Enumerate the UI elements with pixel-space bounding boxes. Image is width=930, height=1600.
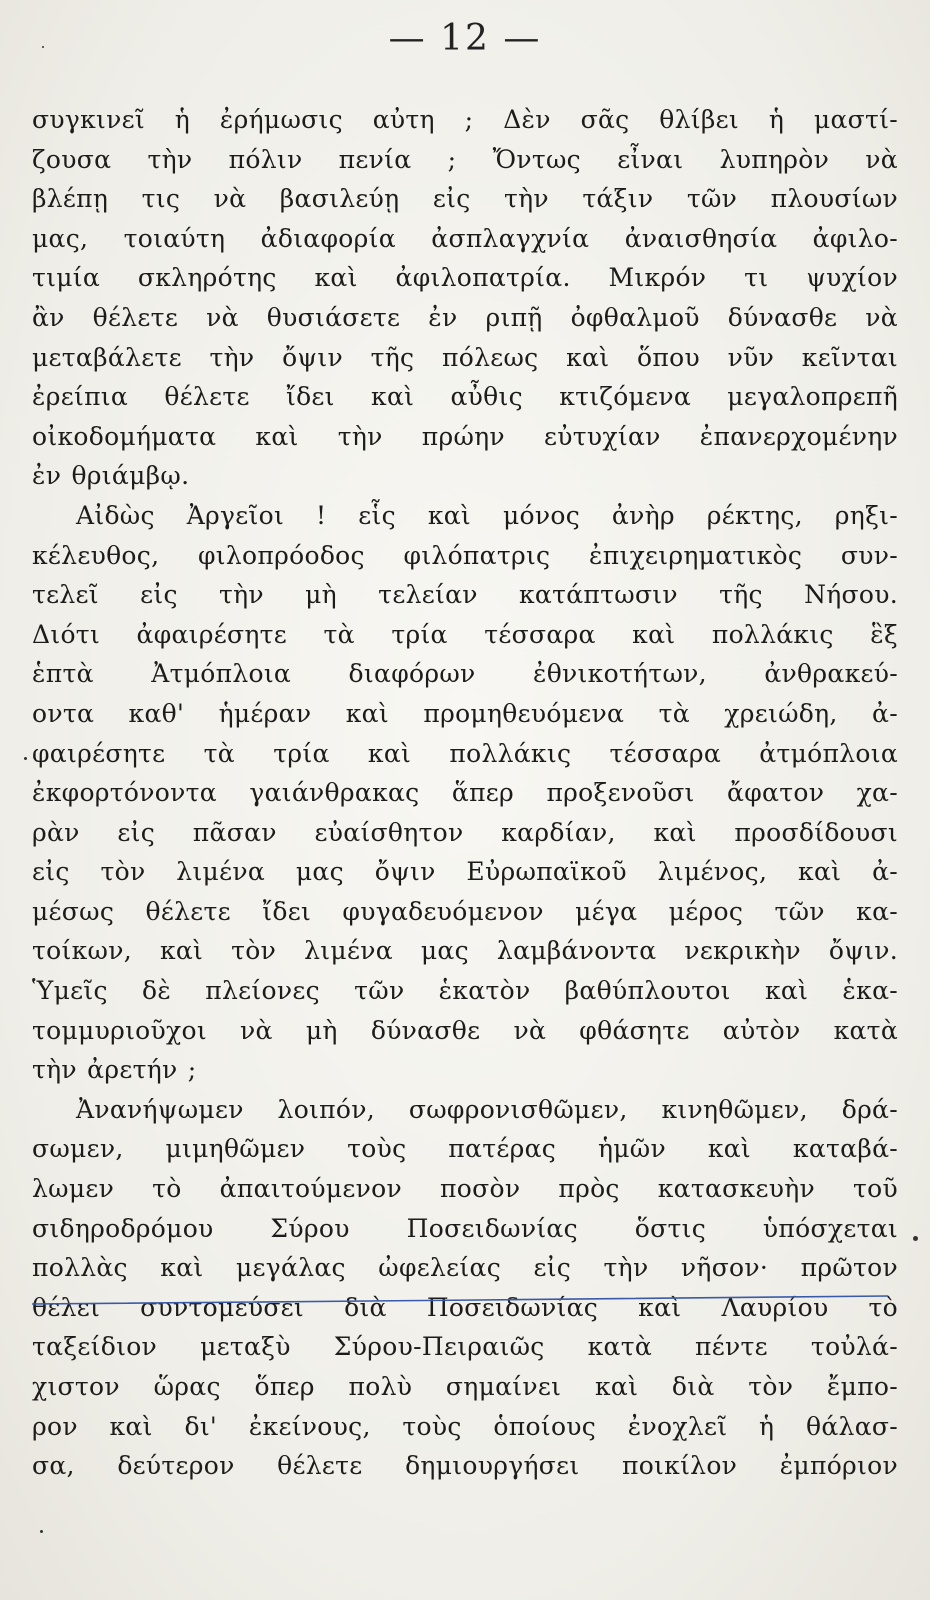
text-line: ρον καὶ δι' ἐκείνους, τοὺς ὁποίους ἐνοχλεῖ ἡ θάλασ- (32, 1411, 898, 1441)
text-line: μας, τοιαύτη ἀδιαφορία ἀσπλαγχνία ἀναισθησία ἀφιλο- (32, 223, 898, 253)
text-line: οντα καθ' ἡμέραν καὶ προμηθευόμενα τὰ χρειώδη, ἀ- (32, 698, 898, 728)
text-line: ἂν θέλετε νὰ θυσιάσετε ἐν ριπῇ ὀφθαλμοῦ δύνασθε νὰ (32, 302, 898, 332)
text-line: Αἰδὼς Ἀργεῖοι ! εἷς καὶ μόνος ἀνὴρ ρέκτης, ρηξι- (76, 500, 898, 530)
text-line: θέλει συντομεύσει διὰ Ποσειδωνίας καὶ Λαυρίου τὸ (32, 1292, 898, 1322)
text-line: οἰκοδομήματα καὶ τὴν πρώην εὐτυχίαν ἐπανερχομένην (32, 421, 898, 451)
text-line: ζουσα τὴν πόλιν πενία ; Ὄντως εἶναι λυπηρὸν νὰ (32, 144, 898, 174)
pen-underline-mark (30, 1295, 890, 1307)
text-line: σωμεν, μιμηθῶμεν τοὺς πατέρας ἡμῶν καὶ καταβά- (32, 1134, 898, 1164)
text-line: μέσως θέλετε ἴδει φυγαδευόμενον μέγα μέρος τῶν κα- (32, 896, 898, 926)
text-line: μεταβάλετε τὴν ὄψιν τῆς πόλεως καὶ ὅπου νῦν κεῖνται (32, 342, 898, 372)
ink-speck (40, 1530, 43, 1533)
text-line: βλέπῃ τις νὰ βασιλεύῃ εἰς τὴν τάξιν τῶν πλουσίων (32, 184, 898, 214)
text-line: τομμυριοῦχοι νὰ μὴ δύνασθε νὰ φθάσητε αὐτὸν κατὰ (32, 1015, 898, 1045)
text-line: Διότι ἀφαιρέσητε τὰ τρία τέσσαρα καὶ πολλάκις ἓξ (32, 619, 898, 649)
text-line: Ἀνανήψωμεν λοιπόν, σωφρονισθῶμεν, κινηθῶμεν, δρά- (76, 1094, 898, 1124)
text-line: ταξείδιον μεταξὺ Σύρου-Πειραιῶς κατὰ πέντε τοὐλά- (32, 1332, 898, 1362)
text-line: ἑπτὰ Ἀτμόπλοια διαφόρων ἐθνικοτήτων, ἀνθρακεύ- (32, 659, 898, 689)
ink-speck (913, 1236, 918, 1241)
text-line: ἐρείπια θέλετε ἴδει καὶ αὖθις κτιζόμενα μεγαλοπρεπῆ (32, 382, 898, 412)
ink-speck (42, 46, 44, 48)
page-number: — 12 — (388, 18, 542, 59)
text-line: τοίκων, καὶ τὸν λιμένα μας λαμβάνοντα νεκρικὴν ὄψιν. (32, 936, 898, 966)
text-line: τελεῖ εἰς τὴν μὴ τελείαν κατάπτωσιν τῆς Νήσου. (32, 580, 898, 610)
text-line: ἐν θριάμβῳ. (32, 461, 190, 491)
body-text (32, 100, 898, 1486)
text-line: συγκινεῖ ἡ ἐρήμωσις αὐτη ; Δὲν σᾶς θλίβει ἡ μαστί- (32, 105, 898, 134)
text-line: εἰς τὸν λιμένα μας ὄψιν Εὐρωπαϊκοῦ λιμένος, καὶ ἀ- (32, 857, 898, 887)
text-line: σιδηροδρόμου Σύρου Ποσειδωνίας ὅστις ὑπόσχεται (32, 1213, 898, 1243)
text-line: κέλευθος, φιλοπρόοδος φιλόπατρις ἐπιχειρηματικὸς συν- (32, 540, 898, 570)
text-line: πολλὰς καὶ μεγάλας ὠφελείας εἰς τὴν νῆσον· πρῶτον (32, 1253, 898, 1283)
text-line: λωμεν τὸ ἀπαιτούμενον ποσὸν πρὸς κατασκευὴν τοῦ (32, 1174, 898, 1204)
text-line: Ὑμεῖς δὲ πλείονες τῶν ἑκατὸν βαθύπλουτοι καὶ ἑκα- (32, 976, 898, 1006)
text-line: φαιρέσητε τὰ τρία καὶ πολλάκις τέσσαρα ἀτμόπλοια (32, 738, 898, 768)
text-line: ρὰν εἰς πᾶσαν εὐαίσθητον καρδίαν, καὶ προσδίδουσι (32, 817, 898, 847)
ink-speck (24, 757, 27, 760)
text-line: σα, δεύτερον θέλετε δημιουργήσει ποικίλον ἐμπόριον (32, 1451, 898, 1481)
text-line: ἐκφορτόνοντα γαιάνθρακας ἅπερ προξενοῦσι ἄφατον χα- (32, 778, 898, 808)
text-line: τιμία σκληρότης καὶ ἀφιλοπατρία. Μικρόν τι ψυχίον (32, 263, 898, 293)
text-line: τὴν ἀρετήν ; (32, 1055, 197, 1085)
text-line: χιστον ὥρας ὅπερ πολὺ σημαίνει καὶ διὰ τὸν ἔμπο- (32, 1372, 898, 1401)
